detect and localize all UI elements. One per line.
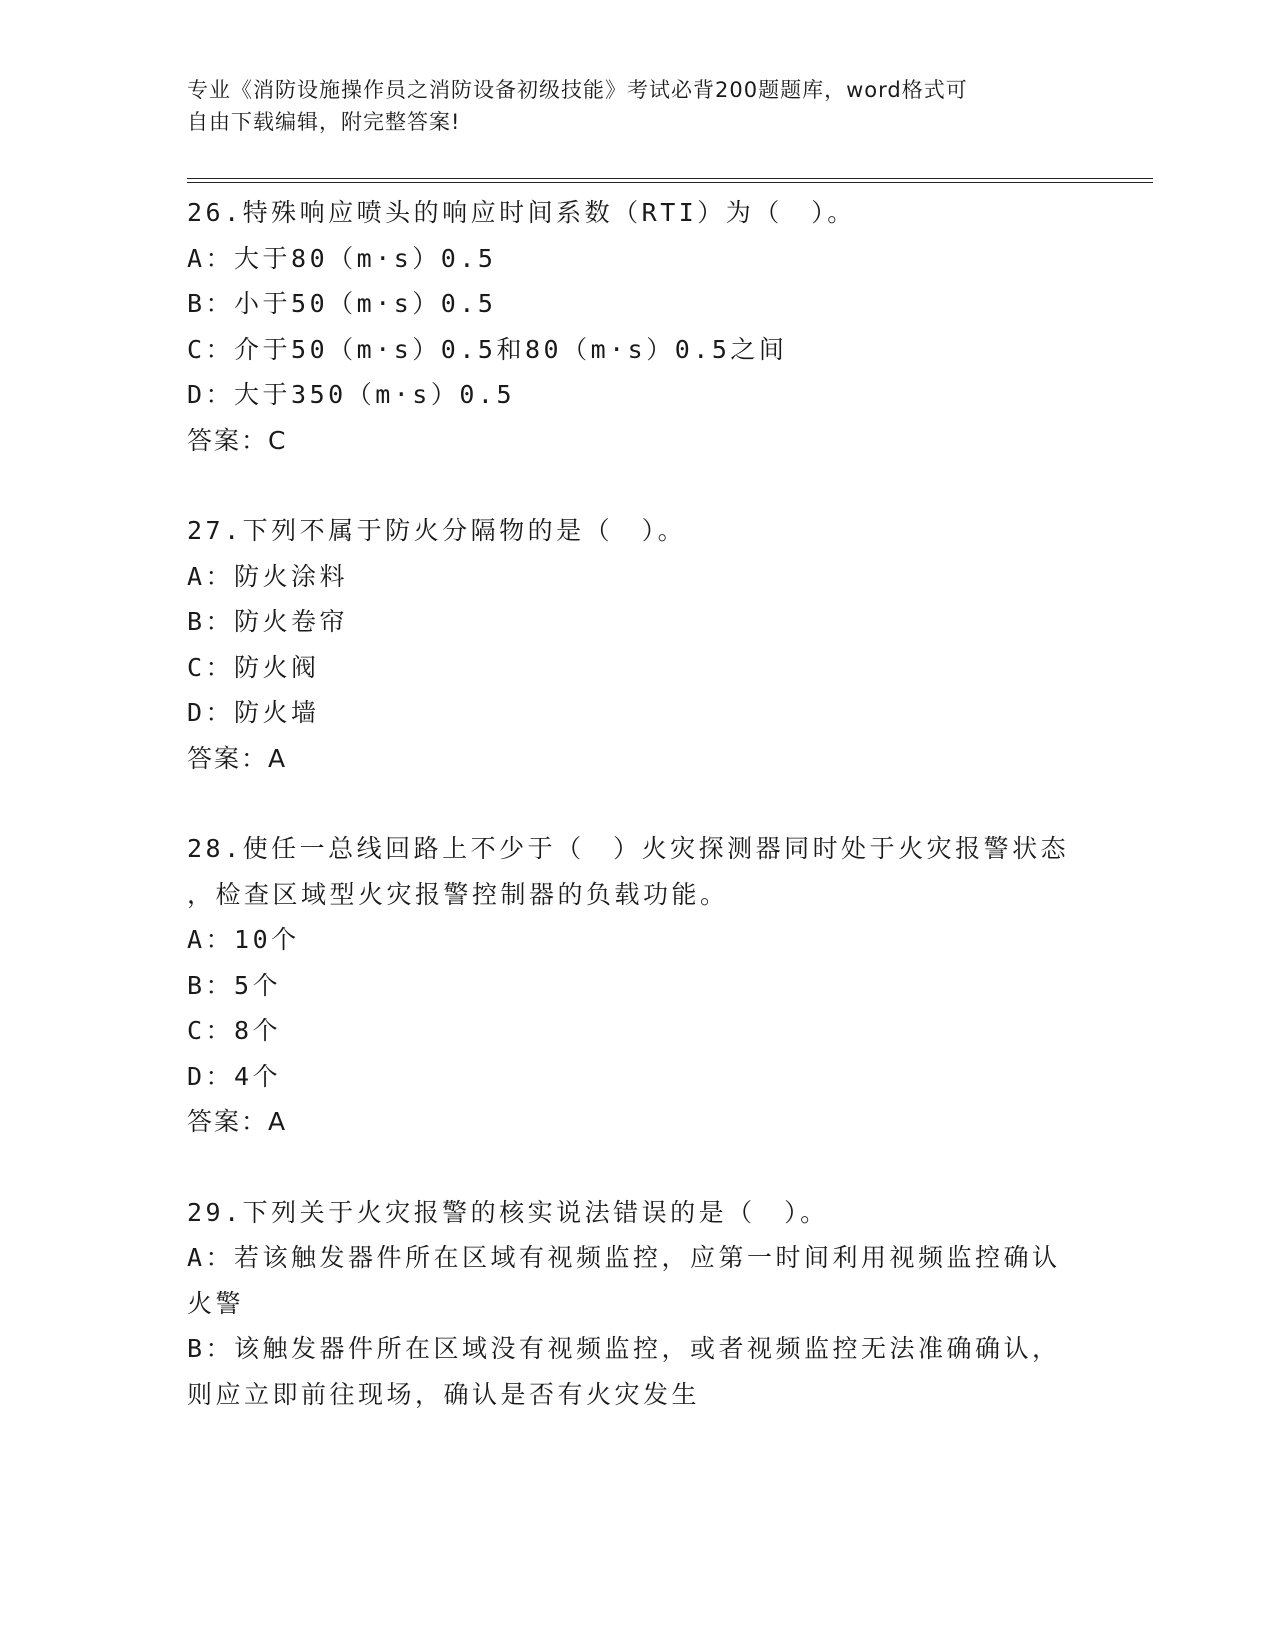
answer-label: 答案：C [187, 425, 288, 455]
option-a: A：大于80（m·s）0.5 [187, 243, 497, 273]
question-26 [187, 190, 1087, 463]
question-stem: 27.下列不属于防火分隔物的是（ ）。 [187, 516, 687, 545]
question-28 [187, 826, 1087, 1145]
question-list [187, 190, 1087, 1462]
option-c: C：8个 [187, 1016, 282, 1045]
option-b-continued: 则应立即前往现场，确认是否有火灾发生 [187, 1379, 701, 1409]
option-c: C：介于50（m·s）0.5和80（m·s）0.5之间 [187, 334, 788, 364]
header-line-1: 专业《消防设施操作员之消防设备初级技能》考试必背200题题库，word格式可 [187, 78, 968, 102]
option-b: B：防火卷帘 [187, 607, 349, 636]
question-29 [187, 1190, 1087, 1418]
answer-label: 答案：A [187, 1107, 288, 1136]
question-stem: 28.使任一总线回路上不少于（ ）火灾探测器同时处于火灾报警状态 [187, 834, 1070, 863]
option-b: B：小于50（m·s）0.5 [187, 289, 497, 318]
option-a: A：防火涂料 [187, 561, 349, 591]
answer-label: 答案：A [187, 743, 288, 773]
question-stem: 29.下列关于火灾报警的核实说法错误的是（ ）。 [187, 1197, 829, 1227]
option-a-continued: 火警 [187, 1288, 245, 1318]
option-d: D：大于350（m·s）0.5 [187, 380, 516, 409]
option-d: D：防火墙 [187, 698, 320, 727]
question-27 [187, 508, 1087, 781]
option-b: B：该触发器件所在区域没有视频监控，或者视频监控无法准确确认， [187, 1334, 1061, 1363]
document-header [187, 74, 1067, 138]
option-d: D：4个 [187, 1061, 282, 1091]
question-stem: 26.特殊响应喷头的响应时间系数（RTI）为（ ）。 [187, 198, 856, 227]
question-stem-continued: ，检查区域型火灾报警控制器的负载功能。 [187, 879, 729, 909]
option-a: A：10个 [187, 925, 300, 954]
header-divider [187, 178, 1153, 183]
option-b: B：5个 [187, 970, 282, 1000]
header-line-2: 自由下载编辑，附完整答案! [187, 110, 461, 134]
option-a: A：若该触发器件所在区域有视频监控，应第一时间利用视频监控确认 [187, 1243, 1061, 1272]
option-c: C：防火阀 [187, 652, 320, 682]
